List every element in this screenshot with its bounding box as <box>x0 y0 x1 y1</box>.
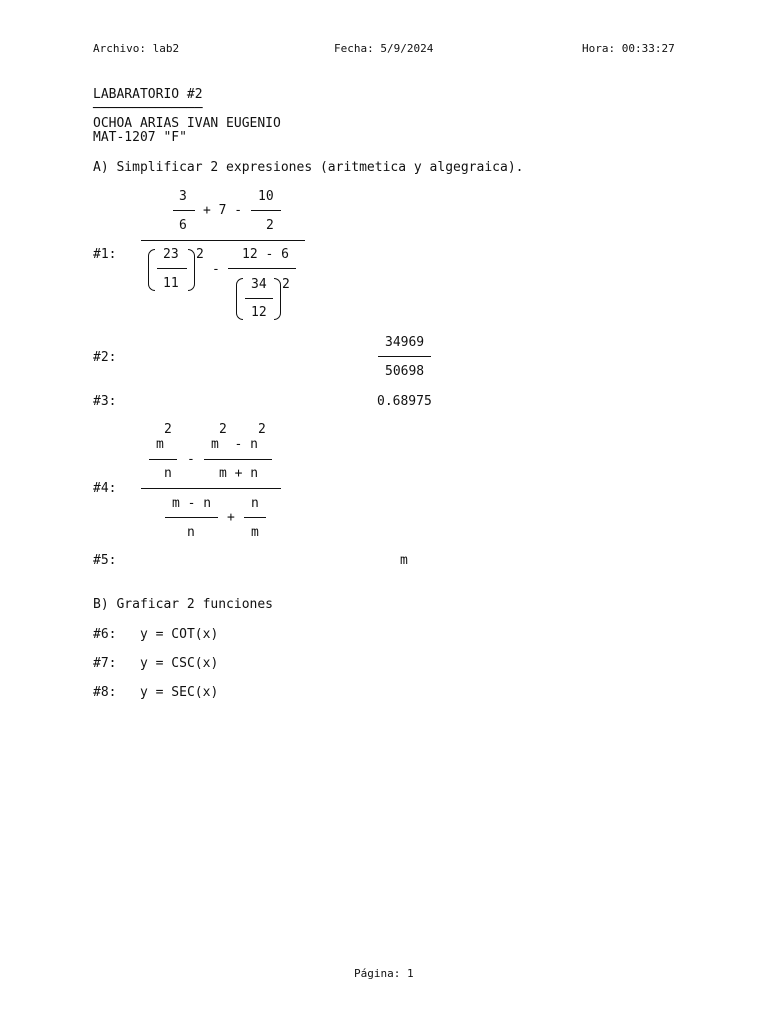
fraction-denominator: m <box>251 525 259 540</box>
document-title: LABARATORIO #2 <box>93 87 203 102</box>
fraction-bar <box>173 210 195 211</box>
header-file: Archivo: lab2 <box>93 42 180 55</box>
function-expression: y = SEC(x) <box>140 685 219 700</box>
expr-label: #1: <box>93 247 117 262</box>
function-expression: y = COT(x) <box>140 627 219 642</box>
expr-label: #3: <box>93 394 117 409</box>
fraction-numerator: 23 <box>163 247 179 262</box>
fraction-denominator: n <box>164 466 172 481</box>
left-paren <box>236 278 243 320</box>
fraction-bar <box>204 459 272 460</box>
fraction-denominator: m + n <box>219 466 259 481</box>
fraction-denominator: 12 <box>251 305 267 320</box>
fraction-numerator: n <box>251 496 259 511</box>
fraction-numerator: 12 - 6 <box>242 247 289 262</box>
operator: + 7 - <box>203 203 243 218</box>
exponent: 2 <box>258 422 266 437</box>
expr-label: #5: <box>93 553 117 568</box>
fraction-numerator: 34969 <box>385 335 425 350</box>
expr-value: m <box>400 553 408 568</box>
fraction-denominator: 6 <box>179 218 187 233</box>
exponent: 2 <box>282 277 290 292</box>
exponent: 2 <box>219 422 227 437</box>
fraction-numerator: 10 <box>258 189 274 204</box>
expr-label: #8: <box>93 685 117 700</box>
fraction-numerator: m <box>156 437 164 452</box>
function-expression: y = CSC(x) <box>140 656 219 671</box>
fraction-denominator: 50698 <box>385 364 425 379</box>
expr-value: 0.68975 <box>377 394 432 409</box>
fraction-bar <box>378 356 431 357</box>
header-date: Fecha: 5/9/2024 <box>334 42 434 55</box>
fraction-numerator: m - n <box>211 437 258 452</box>
expr-label: #4: <box>93 481 117 496</box>
fraction-bar <box>157 268 187 269</box>
fraction-denominator: n <box>187 525 195 540</box>
main-fraction-bar <box>141 488 281 489</box>
header-time: Hora: 00:33:27 <box>582 42 675 55</box>
fraction-bar <box>251 210 281 211</box>
exponent: 2 <box>164 422 172 437</box>
right-paren <box>188 249 195 291</box>
course-code: MAT-1207 "F" <box>93 130 187 145</box>
left-paren <box>148 249 155 291</box>
title-underline: ────────────── <box>93 101 203 116</box>
expr-label: #7: <box>93 656 117 671</box>
fraction-bar <box>228 268 296 269</box>
expr-label: #2: <box>93 350 117 365</box>
fraction-bar <box>244 517 266 518</box>
fraction-numerator: 34 <box>251 277 267 292</box>
student-name: OCHOA ARIAS IVAN EUGENIO <box>93 116 281 131</box>
fraction-numerator: 3 <box>179 189 187 204</box>
page-number: Página: 1 <box>354 967 414 980</box>
operator: - <box>212 262 220 277</box>
fraction-denominator: 2 <box>266 218 274 233</box>
fraction-bar <box>245 298 273 299</box>
fraction-numerator: m - n <box>172 496 212 511</box>
main-fraction-bar <box>141 240 305 241</box>
operator: - <box>187 452 195 467</box>
operator: + <box>227 510 235 525</box>
fraction-denominator: 11 <box>163 276 179 291</box>
fraction-bar <box>149 459 177 460</box>
right-paren <box>274 278 281 320</box>
expr-label: #6: <box>93 627 117 642</box>
exponent: 2 <box>196 247 204 262</box>
section-a-heading: A) Simplificar 2 expresiones (aritmetica y algegraica). <box>93 160 524 175</box>
fraction-bar <box>165 517 218 518</box>
section-b-heading: B) Graficar 2 funciones <box>93 597 274 612</box>
